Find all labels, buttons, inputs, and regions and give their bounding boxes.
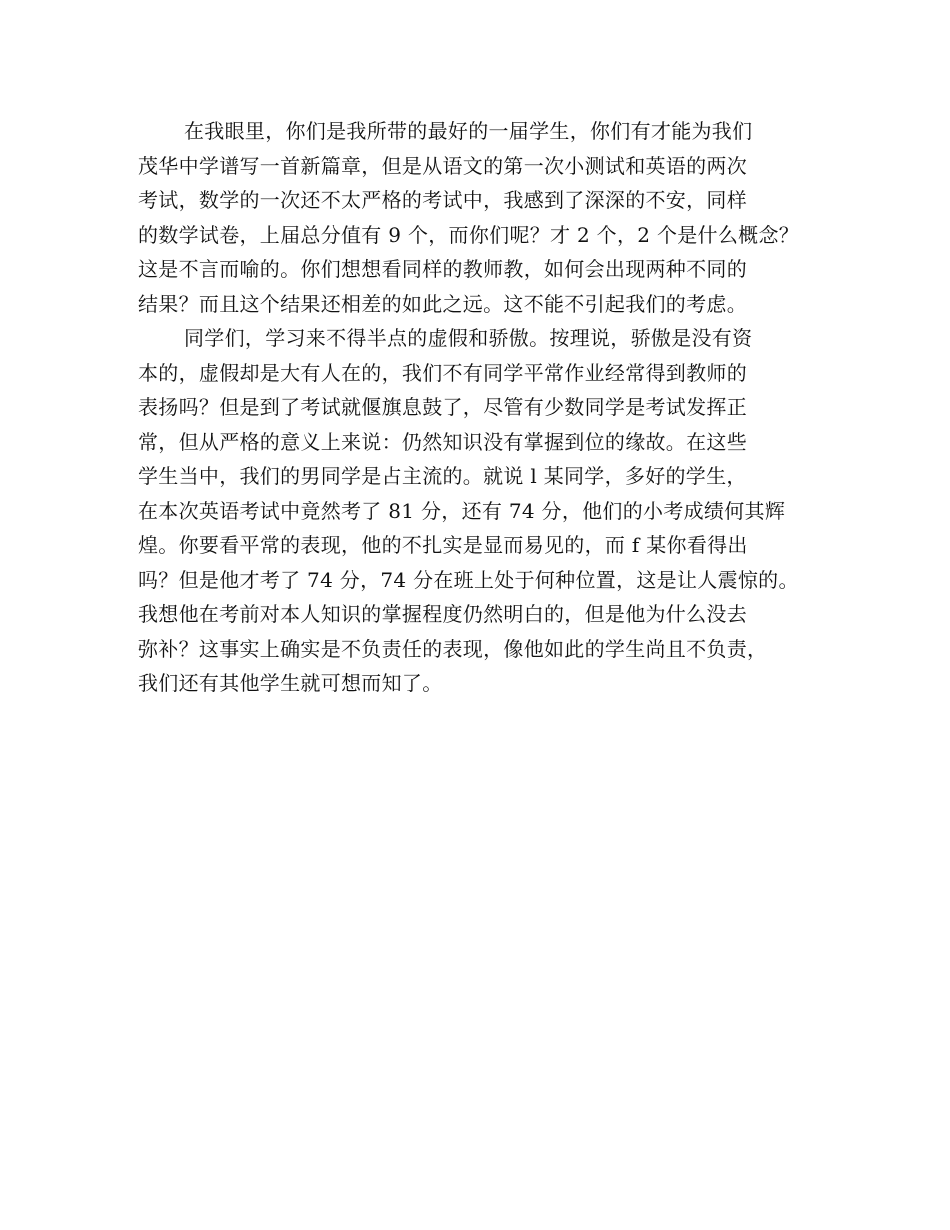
paragraph-2 [138,321,818,701]
paragraph-line: 我想他在考前对本人知识的掌握程度仍然明白的，但是他为什么没去 [138,602,747,626]
paragraph-line: 这是不言而喻的。你们想想看同样的教师教，如何会出现两种不同的 [138,257,747,281]
paragraph-line: 本的，虚假却是大有人在的，我们不有同学平常作业经常得到教师的 [138,360,747,385]
paragraph-line: 学生当中，我们的男同学是占主流的。就说 l 某同学，多好的学生， [138,464,747,488]
paragraph-1 [138,114,818,321]
paragraph-line: 的数学试卷，上届总分值有 9 个，而你们呢？才 2 个，2 个是什么概念？ [138,222,800,247]
paragraph-line: 常，但从严格的意义上来说：仍然知识没有掌握到位的缘故。在这些 [138,429,747,454]
paragraph-line: 同学们，学习来不得半点的虚假和骄傲。按理说，骄傲是没有资 [184,326,753,350]
paragraph-line: 在我眼里，你们是我所带的最好的一届学生，你们有才能为我们 [184,119,753,143]
paragraph-line: 煌。你要看平常的表现，他的不扎实是显而易见的，而 f 某你看得出 [138,533,748,557]
paragraph-line: 茂华中学谱写一首新篇章，但是从语文的第一次小测试和英语的两次 [138,153,747,178]
paragraph-line: 弥补？这事实上确实是不负责任的表现，像他如此的学生尚且不负责， [138,636,768,661]
paragraph-line: 我们还有其他学生就可想而知了。 [138,671,443,695]
paragraph-line: 考试，数学的一次还不太严格的考试中，我感到了深深的不安，同样 [138,188,747,212]
paragraph-line: 结果？而且这个结果还相差的如此之远。这不能不引起我们的考虑。 [138,291,747,316]
document-body [138,114,818,701]
paragraph-line: 在本次英语考试中竟然考了 81 分，还有 74 分，他们的小考成绩何其辉 [138,498,786,523]
paragraph-line: 表扬吗？但是到了考试就偃旗息鼓了，尽管有少数同学是考试发挥正 [138,395,747,419]
paragraph-line: 吗？但是他才考了 74 分，74 分在班上处于何种位置，这是让人震惊的。 [138,567,799,592]
